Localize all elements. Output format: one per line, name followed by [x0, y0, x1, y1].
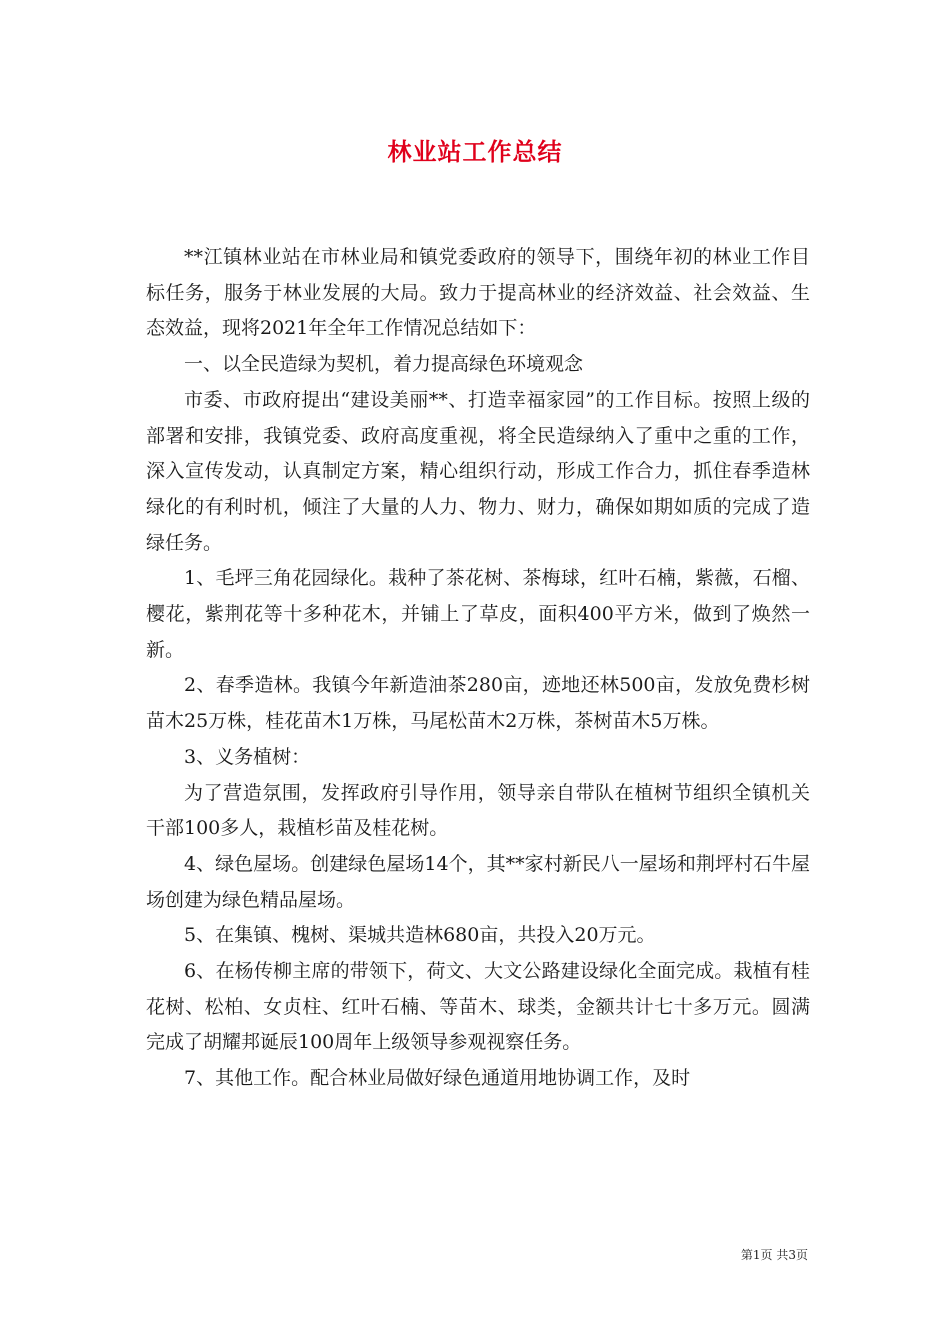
- paragraph-intro: **江镇林业站在市林业局和镇党委政府的领导下，围绕年初的林业工作目标任务，服务于林业发展的大局。致力于提高林业的经济效益、社会效益、生态效益，现将2021年全年工作情况总结如下：: [146, 246, 810, 340]
- paragraph: 市委、市政府提出“建设美丽**、打造幸福家园”的工作目标。按照上级的部署和安排，我镇党委、政府高度重视，将全民造绿纳入了重中之重的工作，深入宣传发动，认真制定方案，精心组织行动，形成工作合力，抓住春季造林绿化的有利时机，倾注了大量的人力、物力、财力，确保如期如质的完成了造绿任务。: [146, 388, 810, 554]
- page-number: 第1页 共3页: [740, 1248, 808, 1262]
- document-title: 林业站工作总结: [387, 138, 563, 166]
- list-item: 6、在杨传柳主席的带领下，荷文、大文公路建设绿化全面完成。栽植有桂花树、松柏、女贞柱、红叶石楠、等苗木、球类，金额共计七十多万元。圆满完成了胡耀邦诞辰100周年上级领导参观视察任务。: [146, 960, 810, 1054]
- paragraph: 为了营造氛围，发挥政府引导作用，领导亲自带队在植树节组织全镇机关干部100多人，栽植杉苗及桂花树。: [146, 781, 810, 840]
- list-item: 7、其他工作。配合林业局做好绿色通道用地协调工作，及时: [184, 1067, 691, 1090]
- list-item: 1、毛坪三角花园绿化。栽种了茶花树、茶梅球，红叶石楠，紫薇，石榴、樱花，紫荆花等十多种花木，并铺上了草皮，面积400平方米，做到了焕然一新。: [146, 567, 810, 661]
- list-item: 5、在集镇、槐树、渠城共造林680亩，共投入20万元。: [184, 924, 656, 947]
- list-item: 4、绿色屋场。创建绿色屋场14个，其**家村新民八一屋场和荆坪村石牛屋场创建为绿色精品屋场。: [146, 852, 810, 911]
- document-body: [146, 240, 810, 1097]
- list-item: 3、义务植树：: [184, 745, 311, 768]
- list-item: 2、春季造林。我镇今年新造油茶280亩，迹地还林500亩，发放免费杉树苗木25万株，桂花苗木1万株，马尾松苗木2万株，茶树苗木5万株。: [146, 674, 810, 733]
- section-heading-1: 一、以全民造绿为契机，着力提高绿色环境观念: [184, 353, 584, 376]
